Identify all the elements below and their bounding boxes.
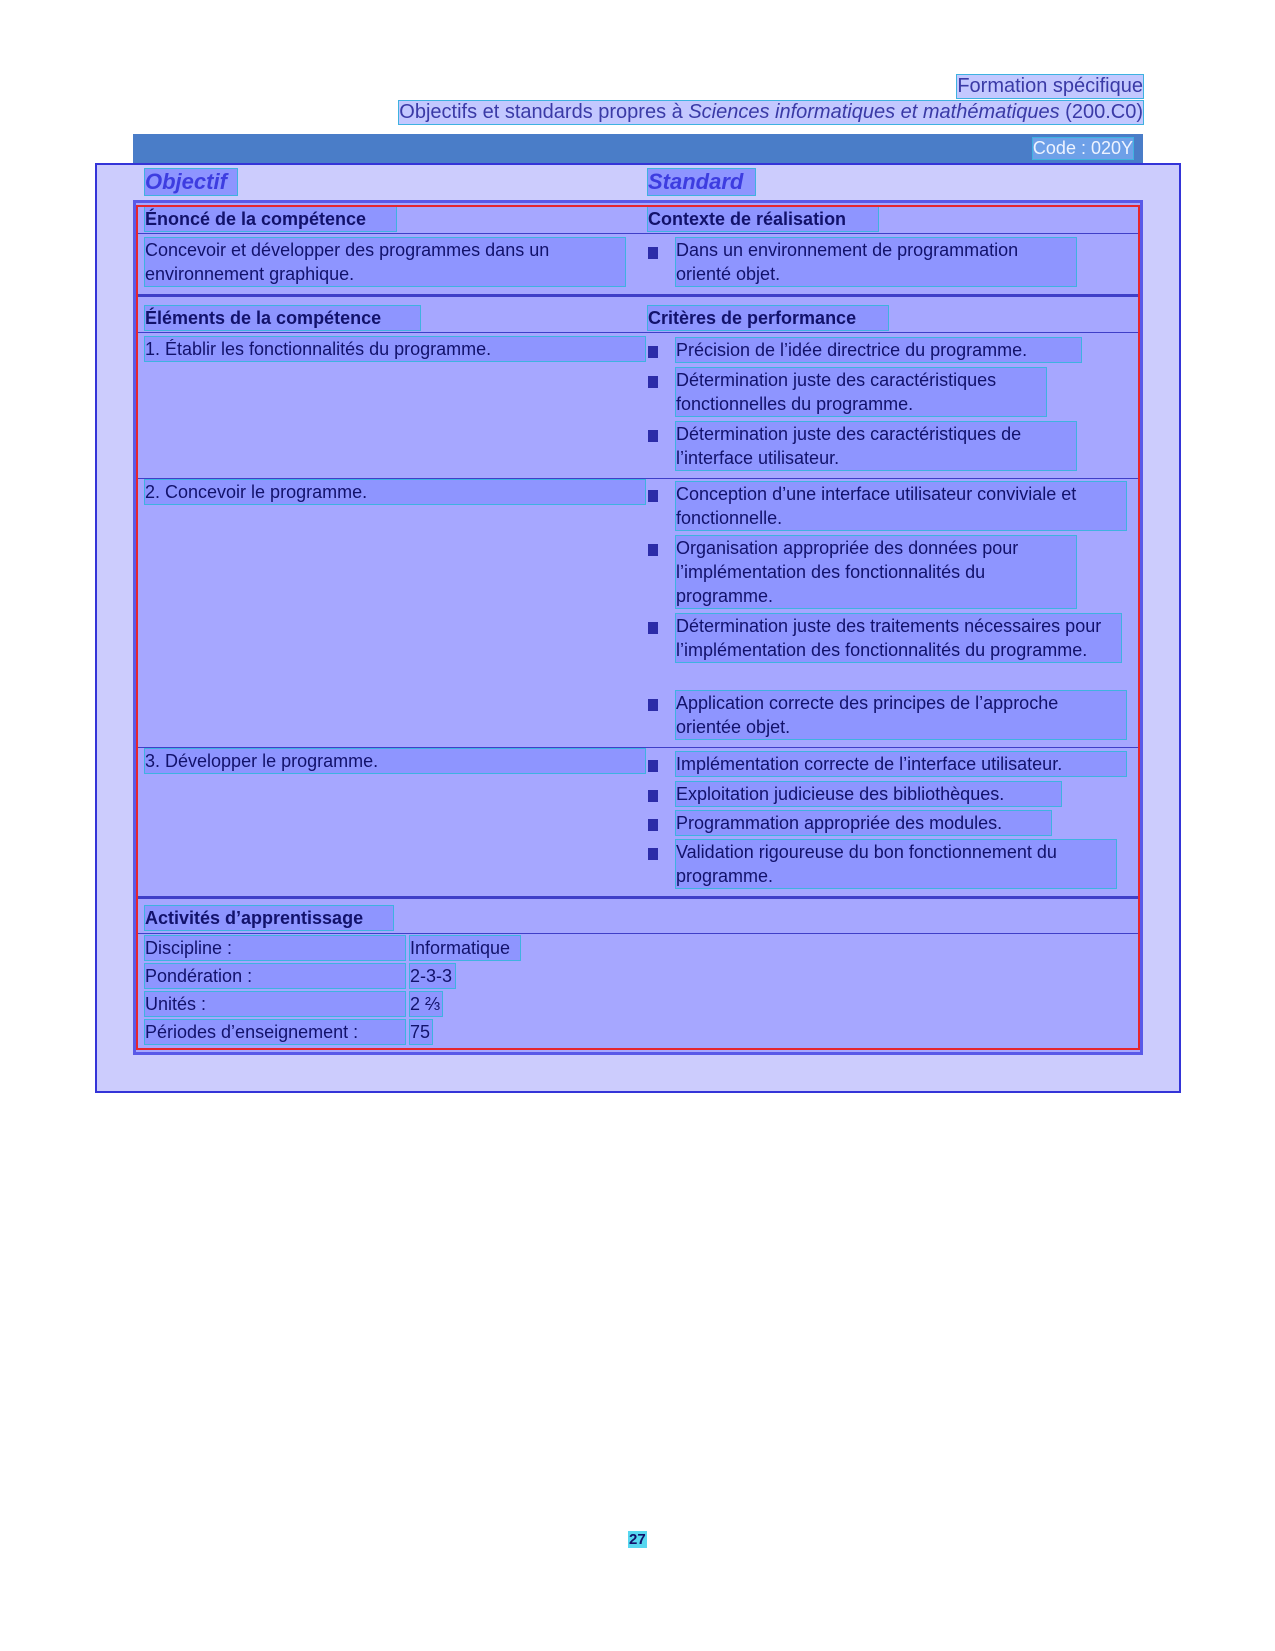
criteres-header: Critères de performance — [648, 306, 888, 330]
header-program-code: (200.C0) — [1059, 101, 1143, 123]
bullet-icon — [648, 376, 658, 388]
bullet-icon — [648, 247, 658, 259]
enonce-header: Énoncé de la compétence — [145, 207, 396, 231]
divider — [136, 478, 1140, 479]
bullet-icon — [648, 760, 658, 772]
bullet-icon — [648, 790, 658, 802]
bullet-icon — [648, 699, 658, 711]
criterion-1-2: Détermination juste des caractéristiques fonctionnelles du programme. — [676, 368, 1046, 416]
bullet-icon — [648, 544, 658, 556]
contexte-header: Contexte de réalisation — [648, 207, 878, 231]
header-prefix: Objectifs et standards propres à — [399, 101, 689, 123]
divider — [136, 332, 1140, 333]
criterion-2-4: Application correcte des principes de l’approche orientée objet. — [676, 691, 1126, 739]
section-divider — [136, 294, 1140, 297]
criterion-3-4: Validation rigoureuse du bon fonctionnement du programme. — [676, 840, 1116, 888]
competency-code: Code : 020Y — [1032, 138, 1133, 158]
criterion-1-1: Précision de l’idée directrice du programme. — [676, 338, 1081, 362]
criterion-2-3: Détermination juste des traitements nécessaires pour l’implémentation des fonctionnalités du programme. — [676, 614, 1121, 662]
divider — [136, 747, 1140, 748]
header-program-title — [399, 101, 1143, 124]
divider — [136, 933, 1140, 934]
criterion-3-3: Programmation appropriée des modules. — [676, 811, 1051, 835]
element-3-label: 3. Développer le programme. — [145, 749, 645, 773]
ponderation-value: 2-3-3 — [410, 964, 455, 988]
criterion-1-3: Détermination juste des caractéristiques de l’interface utilisateur. — [676, 422, 1076, 470]
unites-label: Unités : — [145, 992, 405, 1016]
bullet-icon — [648, 622, 658, 634]
standard-column-title: Standard — [648, 169, 755, 195]
ponderation-label: Pondération : — [145, 964, 405, 988]
contexte-item: Dans un environnement de programmation orienté objet. — [676, 238, 1076, 286]
criterion-3-1: Implémentation correcte de l’interface utilisateur. — [676, 752, 1126, 776]
elements-header: Éléments de la compétence — [145, 306, 420, 330]
unites-value: 2 ⅔ — [410, 994, 441, 1014]
element-2-label: 2. Concevoir le programme. — [145, 480, 645, 504]
bullet-icon — [648, 490, 658, 502]
periodes-value: 75 — [410, 1022, 431, 1042]
criterion-2-2: Organisation appropriée des données pour l’implémentation des fonctionnalités du programme. — [676, 536, 1076, 608]
code-bar — [133, 134, 1143, 163]
page-number: 27 — [629, 1531, 646, 1548]
bullet-icon — [648, 819, 658, 831]
enonce-text: Concevoir et développer des programmes dans un environnement graphique. — [145, 238, 625, 286]
objectif-column-title: Objectif — [145, 169, 237, 195]
header-program-type: Formation spécifique — [957, 75, 1143, 97]
discipline-value: Informatique — [410, 936, 520, 960]
divider — [136, 233, 1140, 234]
header-program-name: Sciences informatiques et mathématiques — [688, 101, 1060, 123]
discipline-label: Discipline : — [145, 936, 405, 960]
section-divider — [136, 896, 1140, 899]
activites-header: Activités d’apprentissage — [145, 906, 393, 930]
bullet-icon — [648, 346, 658, 358]
bullet-icon — [648, 430, 658, 442]
bullet-icon — [648, 848, 658, 860]
periodes-label: Périodes d’enseignement : — [145, 1020, 405, 1044]
element-1-label: 1. Établir les fonctionnalités du programme. — [145, 337, 645, 361]
criterion-2-1: Conception d’une interface utilisateur conviviale et fonctionnelle. — [676, 482, 1126, 530]
criterion-3-2: Exploitation judicieuse des bibliothèques. — [676, 782, 1061, 806]
